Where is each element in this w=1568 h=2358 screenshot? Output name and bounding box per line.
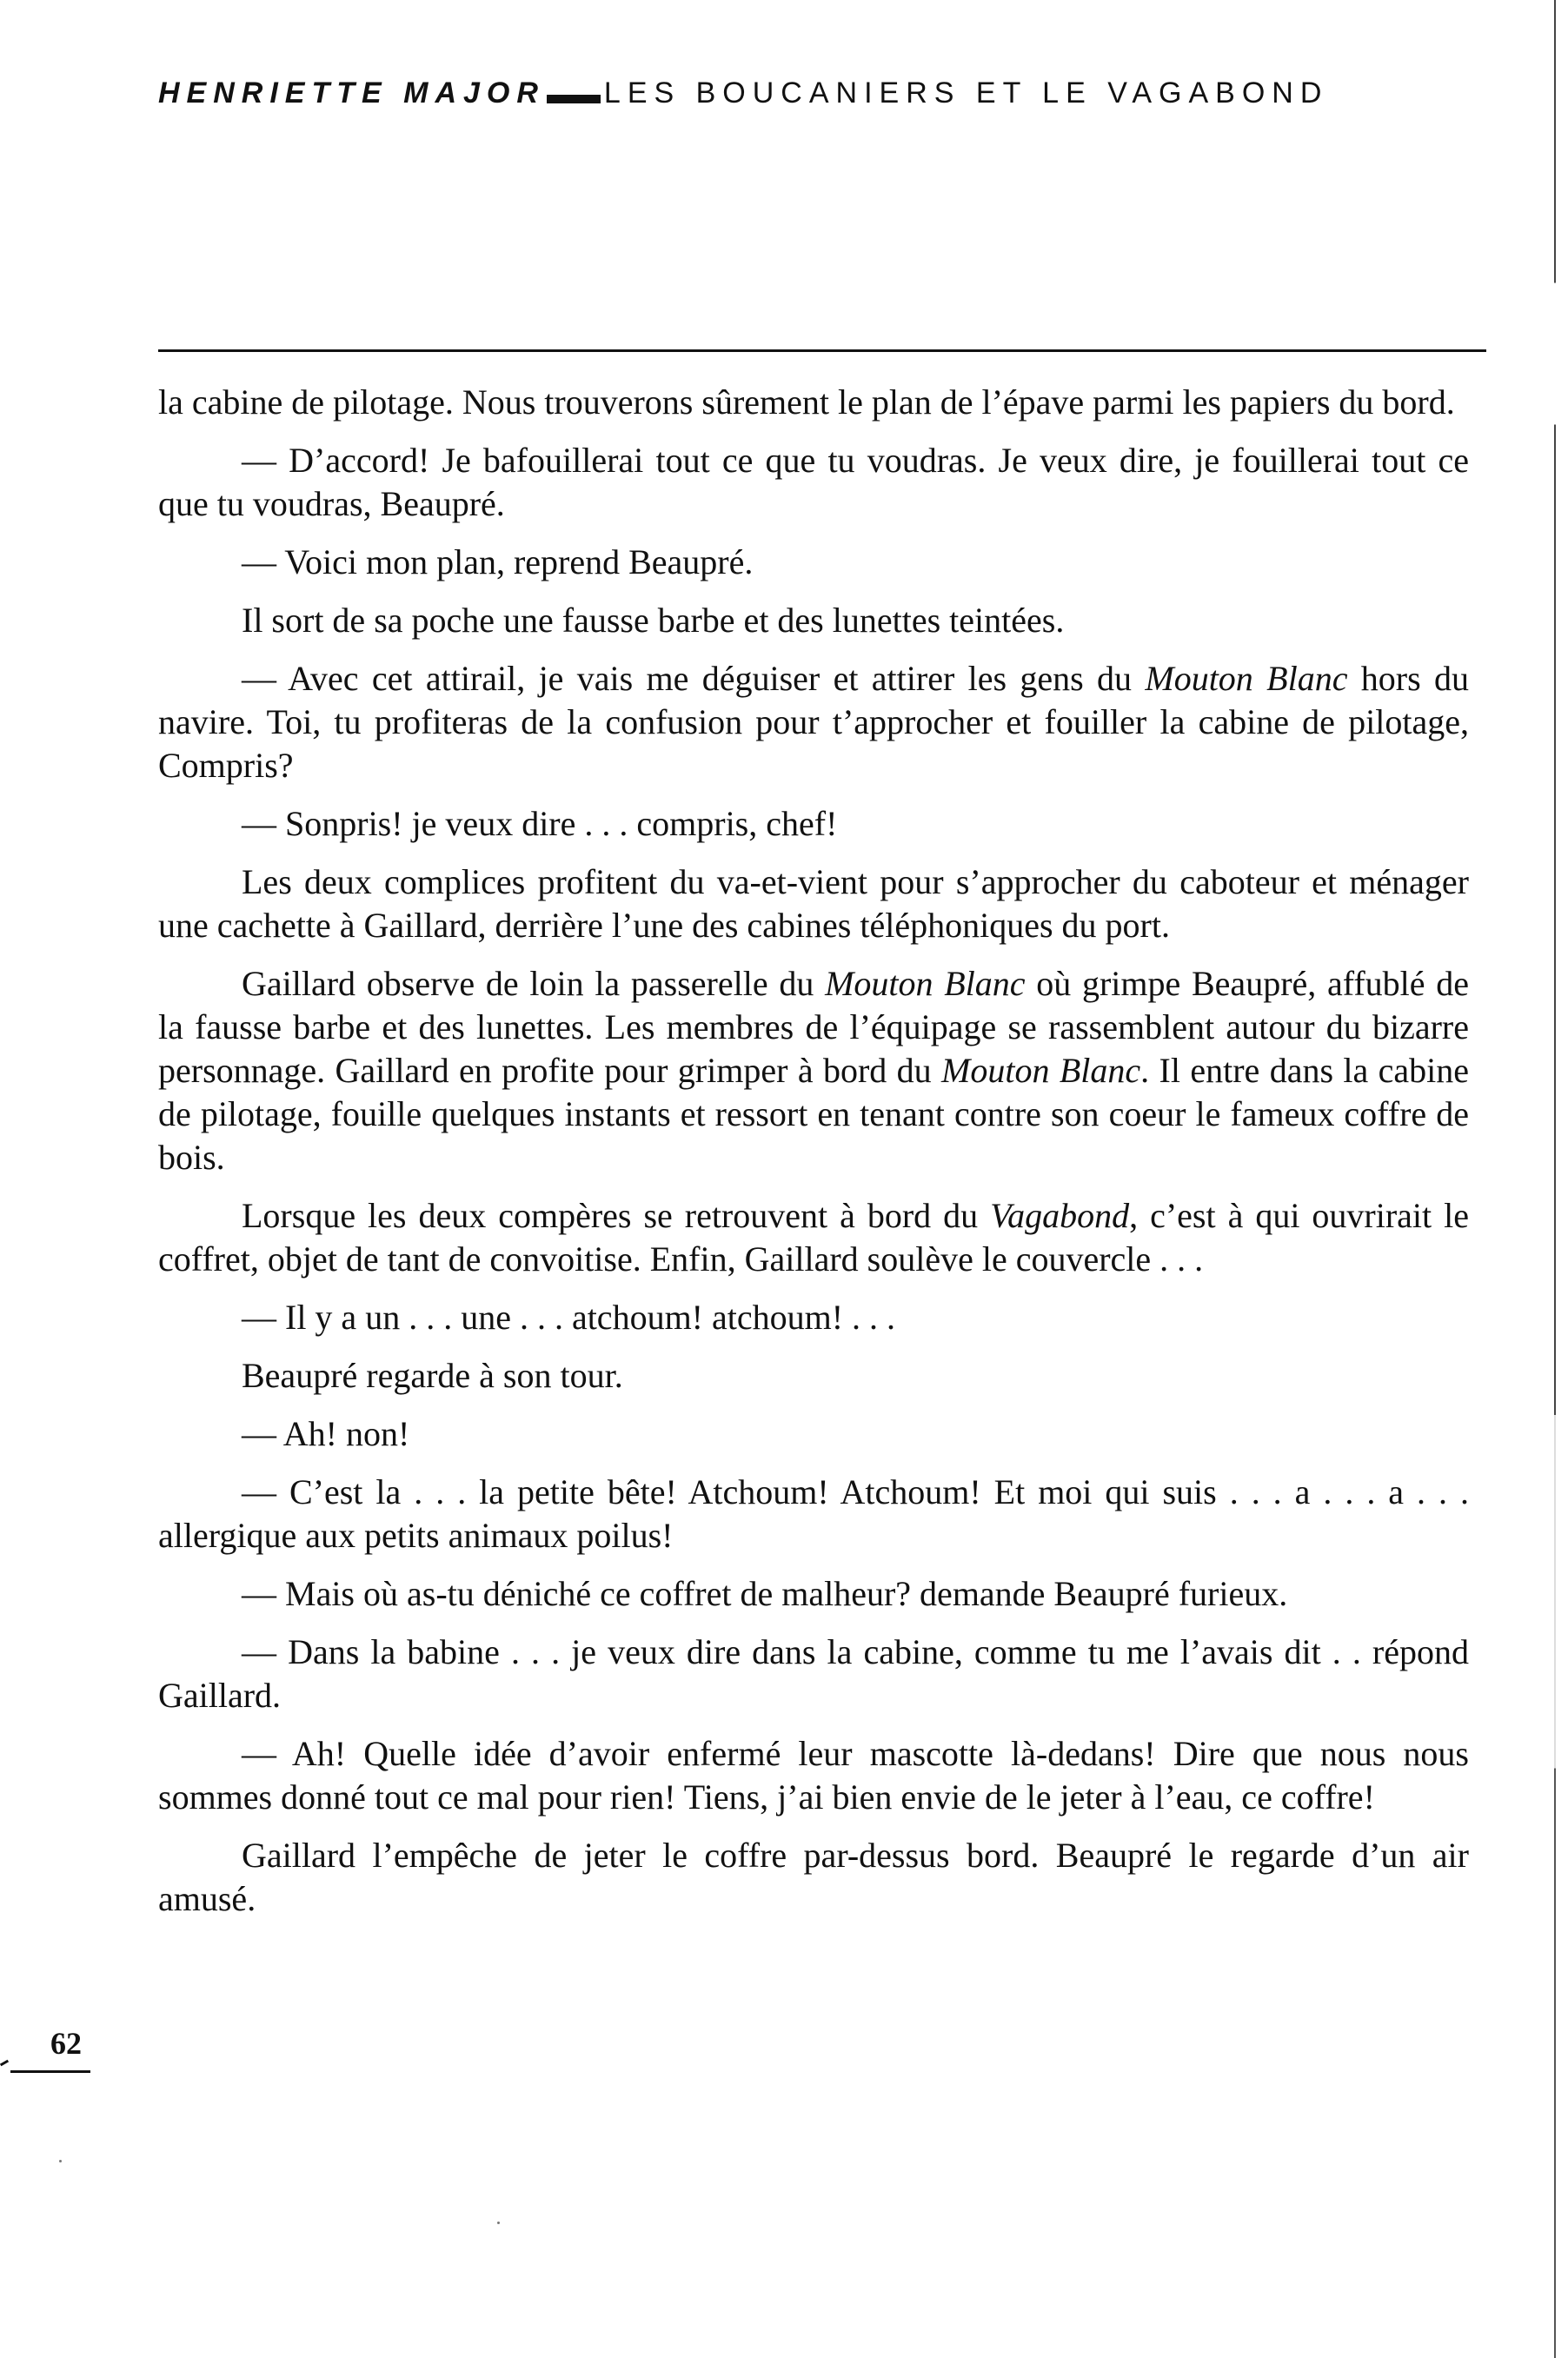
body-text	[158, 381, 1469, 1936]
paragraph-text: — Mais où as-tu déniché ce coffret de malheur? demande Beaupré furieux.	[242, 1574, 1288, 1613]
paragraph-text: — Dans la babine . . . je veux dire dans la cabine, comme tu me l’avais dit . . répond Gaillard.	[158, 1632, 1469, 1715]
running-header	[158, 76, 1328, 110]
paragraph-text: . Il entre dans la cabine de pilotage, fouille quelques instants et ressort en tenant contre son coeur le fameux coffre de bois.	[158, 1051, 1470, 1177]
paragraph	[158, 1572, 1469, 1616]
paragraph	[158, 1194, 1469, 1281]
scan-speck	[59, 2160, 62, 2162]
paragraph	[158, 541, 1469, 584]
paragraph-text: Beaupré regarde à son tour.	[242, 1356, 623, 1395]
paragraph-text: — Ah! non!	[242, 1414, 410, 1453]
header-title: LES BOUCANIERS ET LE VAGABOND	[603, 76, 1329, 110]
paragraph	[158, 962, 1469, 1179]
paragraph	[158, 599, 1469, 642]
paragraph-text: la cabine de pilotage. Nous trouverons sûrement le plan de l’épave parmi les papiers du bord.	[158, 382, 1455, 422]
paragraph-text: — Ah! Quelle idée d’avoir enfermé leur mascotte là-dedans! Dire que nous nous sommes donné tout ce mal pour rien! Tiens, j’ai bien envie de le jeter à l’eau, ce coffre!	[158, 1734, 1469, 1817]
italic-name: Mouton Blanc	[825, 964, 1026, 1003]
paragraph	[158, 657, 1469, 787]
header-separator	[547, 95, 601, 103]
page-number-rule	[10, 2070, 90, 2073]
page-number-tick	[0, 2060, 9, 2067]
paragraph	[158, 439, 1469, 526]
paragraph-text: — Avec cet attirail, je vais me déguiser et attirer les gens du	[242, 659, 1146, 698]
header-rule	[158, 349, 1486, 352]
paragraph-text: Lorsque les deux compères se retrouvent à bord du	[242, 1196, 991, 1235]
paragraph	[158, 381, 1469, 424]
italic-name: Vagabond	[990, 1196, 1130, 1235]
paragraph	[158, 1412, 1469, 1456]
paragraph-text: , c’est à qui ouvrirait le coffret, objet de tant de convoitise. Enfin, Gaillard soulève le couvercle . . .	[158, 1196, 1470, 1279]
paragraph-text: Il sort de sa poche une fausse barbe et des lunettes teintées.	[242, 601, 1065, 640]
paragraph	[158, 860, 1469, 947]
paragraph	[158, 1354, 1469, 1398]
header-author: HENRIETTE MAJOR	[158, 76, 545, 110]
paragraph-text: Les deux complices profitent du va-et-vient pour s’approcher du caboteur et ménager une cachette à Gaillard, derrière l’une des cabines téléphoniques du port.	[158, 862, 1469, 945]
paragraph-text: — C’est la . . . la petite bête! Atchoum! Atchoum! Et moi qui suis . . . a . . . a . . . allergique aux petits animaux poilus!	[158, 1472, 1469, 1555]
paragraph	[158, 802, 1469, 846]
paragraph-text: hors du navire. Toi, tu profiteras de la confusion pour t’approcher et fouiller la cabine de pilotage, Compris?	[158, 659, 1470, 785]
paragraph	[158, 1834, 1469, 1921]
scan-speck	[497, 2222, 500, 2224]
paragraph	[158, 1296, 1469, 1339]
paragraph-text: Gaillard observe de loin la passerelle du	[242, 964, 826, 1003]
paragraph-text: Gaillard l’empêche de jeter le coffre par-dessus bord. Beaupré le regarde d’un air amusé.	[158, 1836, 1469, 1918]
paragraph-text: — Voici mon plan, reprend Beaupré.	[242, 542, 754, 581]
paragraph-text: — Il y a un . . . une . . . atchoum! atchoum! . . .	[242, 1298, 896, 1337]
paragraph	[158, 1471, 1469, 1558]
scan-edge-line	[1554, 0, 1556, 2358]
paragraph-text: — Sonpris! je veux dire . . . compris, chef!	[242, 804, 838, 843]
italic-name: Mouton Blanc	[1145, 659, 1348, 698]
paragraph-text: — D’accord! Je bafouillerai tout ce que tu voudras. Je veux dire, je fouillerai tout ce que tu voudras, Beaupré.	[158, 441, 1469, 523]
paragraph	[158, 1631, 1469, 1717]
paragraph-text: où grimpe Beaupré, affublé de la fausse barbe et des lunettes. Les membres de l’équipage se rassemblent autour du bizarre personnage. Gaillard en profite pour grimper à bord du	[158, 964, 1470, 1090]
paragraph	[158, 1732, 1469, 1819]
italic-name: Mouton Blanc	[941, 1051, 1141, 1090]
page-number: 62	[50, 2026, 82, 2061]
